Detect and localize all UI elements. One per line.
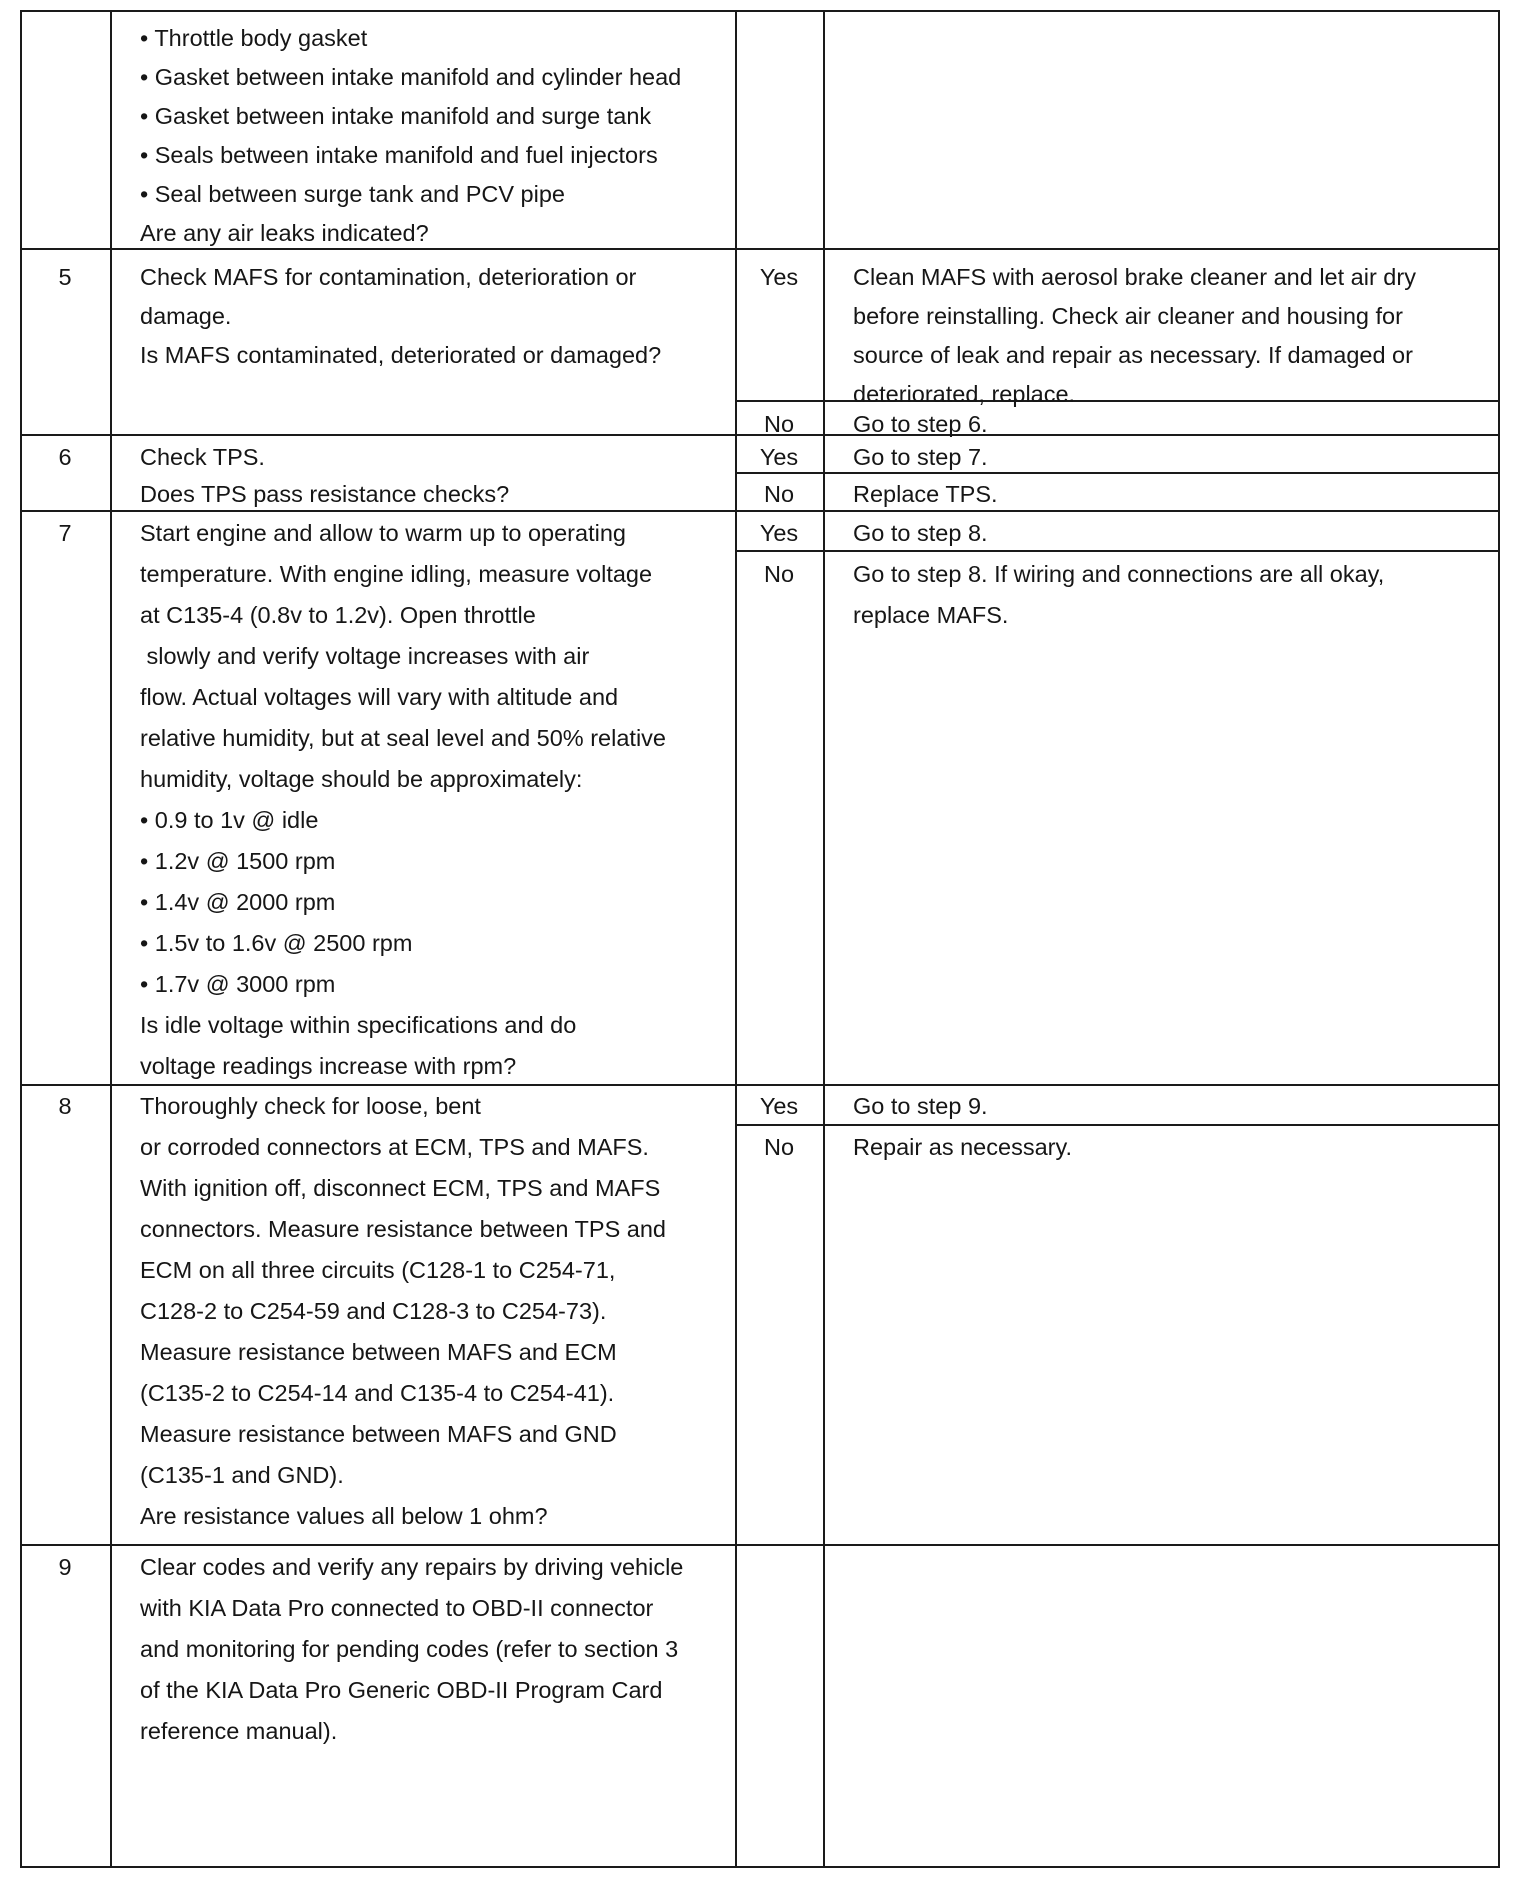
action-line: • 1.5v to 1.6v @ 2500 rpm bbox=[140, 930, 413, 956]
diagnostic-table bbox=[20, 10, 1500, 1868]
action-line: Are any air leaks indicated? bbox=[140, 220, 429, 246]
action-line: Check TPS. bbox=[140, 444, 265, 470]
action-line: With ignition off, disconnect ECM, TPS and MAFS bbox=[140, 1175, 661, 1201]
action-line: Thoroughly check for loose, bent bbox=[140, 1093, 481, 1119]
answer-divider bbox=[735, 550, 1500, 552]
action-line: • 1.7v @ 3000 rpm bbox=[140, 971, 336, 997]
result-line: Repair as necessary. bbox=[853, 1134, 1072, 1160]
action-line: ECM on all three circuits (C128-1 to C254-71, bbox=[140, 1257, 616, 1283]
action-line: • Throttle body gasket bbox=[140, 25, 368, 51]
table-border-right bbox=[1498, 10, 1500, 1868]
table-border-top bbox=[20, 10, 1500, 12]
action-line: of the KIA Data Pro Generic OBD-II Program Card bbox=[140, 1677, 663, 1703]
step-number: 9 bbox=[58, 1554, 72, 1580]
action-line: • 0.9 to 1v @ idle bbox=[140, 807, 319, 833]
column-divider-answer bbox=[823, 10, 825, 1868]
action-line: voltage readings increase with rpm? bbox=[140, 1053, 517, 1079]
action-line: Is MAFS contaminated, deteriorated or damaged? bbox=[140, 342, 662, 368]
answer-no: No bbox=[763, 1134, 795, 1160]
action-line: flow. Actual voltages will vary with altitude and bbox=[140, 684, 619, 710]
action-line: and monitoring for pending codes (refer to section 3 bbox=[140, 1636, 679, 1662]
step-number: 8 bbox=[58, 1093, 72, 1119]
action-line: • Gasket between intake manifold and surge tank bbox=[140, 103, 652, 129]
answer-divider bbox=[735, 400, 1500, 402]
action-line: (C135-1 and GND). bbox=[140, 1462, 344, 1488]
column-divider-step bbox=[110, 10, 112, 1868]
result-line: Clean MAFS with aerosol brake cleaner and let air dry bbox=[853, 264, 1416, 290]
action-line: Check MAFS for contamination, deterioration or bbox=[140, 264, 637, 290]
action-line: relative humidity, but at seal level and 50% relative bbox=[140, 725, 666, 751]
answer-divider bbox=[735, 472, 1500, 474]
result-line: Go to step 8. If wiring and connections are all okay, bbox=[853, 561, 1385, 587]
action-line: slowly and verify voltage increases with air bbox=[140, 643, 590, 669]
action-line: or corroded connectors at ECM, TPS and MAFS. bbox=[140, 1134, 649, 1160]
action-line: • Seal between surge tank and PCV pipe bbox=[140, 181, 565, 207]
action-line: • 1.4v @ 2000 rpm bbox=[140, 889, 336, 915]
result-line: Go to step 7. bbox=[853, 444, 988, 470]
result-line: source of leak and repair as necessary. If damaged or bbox=[853, 342, 1413, 368]
result-line: Go to step 8. bbox=[853, 520, 988, 546]
action-line: damage. bbox=[140, 303, 232, 329]
action-line: Are resistance values all below 1 ohm? bbox=[140, 1503, 548, 1529]
result-line: Go to step 9. bbox=[853, 1093, 988, 1119]
action-line: at C135-4 (0.8v to 1.2v). Open throttle bbox=[140, 602, 536, 628]
action-line: C128-2 to C254-59 and C128-3 to C254-73). bbox=[140, 1298, 607, 1324]
action-line: reference manual). bbox=[140, 1718, 338, 1744]
action-line: connectors. Measure resistance between TPS and bbox=[140, 1216, 666, 1242]
action-line: • Gasket between intake manifold and cylinder head bbox=[140, 64, 682, 90]
action-line: humidity, voltage should be approximately: bbox=[140, 766, 583, 792]
step-number: 6 bbox=[58, 444, 72, 470]
answer-no: No bbox=[763, 481, 795, 507]
result-line: before reinstalling. Check air cleaner and housing for bbox=[853, 303, 1403, 329]
answer-no: No bbox=[763, 561, 795, 587]
step-number: 7 bbox=[58, 520, 72, 546]
answer-yes: Yes bbox=[759, 520, 799, 546]
action-line: • 1.2v @ 1500 rpm bbox=[140, 848, 336, 874]
result-line: deteriorated, replace. bbox=[853, 381, 1076, 407]
action-line: Measure resistance between MAFS and GND bbox=[140, 1421, 617, 1447]
action-line: • Seals between intake manifold and fuel injectors bbox=[140, 142, 658, 168]
action-line: (C135-2 to C254-14 and C135-4 to C254-41). bbox=[140, 1380, 615, 1406]
row-divider bbox=[20, 1544, 1500, 1546]
answer-yes: Yes bbox=[759, 264, 799, 290]
action-line: temperature. With engine idling, measure voltage bbox=[140, 561, 653, 587]
action-line: Does TPS pass resistance checks? bbox=[140, 481, 510, 507]
answer-yes: Yes bbox=[759, 1093, 799, 1119]
action-line: Is idle voltage within specifications and do bbox=[140, 1012, 577, 1038]
action-line: Clear codes and verify any repairs by driving vehicle bbox=[140, 1554, 684, 1580]
result-line: replace MAFS. bbox=[853, 602, 1009, 628]
result-line: Go to step 6. bbox=[853, 411, 988, 437]
action-line: with KIA Data Pro connected to OBD-II connector bbox=[140, 1595, 654, 1621]
action-line: Start engine and allow to warm up to operating bbox=[140, 520, 626, 546]
step-number: 5 bbox=[58, 264, 72, 290]
table-border-bottom bbox=[20, 1866, 1500, 1868]
answer-divider bbox=[735, 1124, 1500, 1126]
answer-no: No bbox=[763, 411, 795, 437]
action-line: Measure resistance between MAFS and ECM bbox=[140, 1339, 617, 1365]
result-line: Replace TPS. bbox=[853, 481, 998, 507]
answer-yes: Yes bbox=[759, 444, 799, 470]
